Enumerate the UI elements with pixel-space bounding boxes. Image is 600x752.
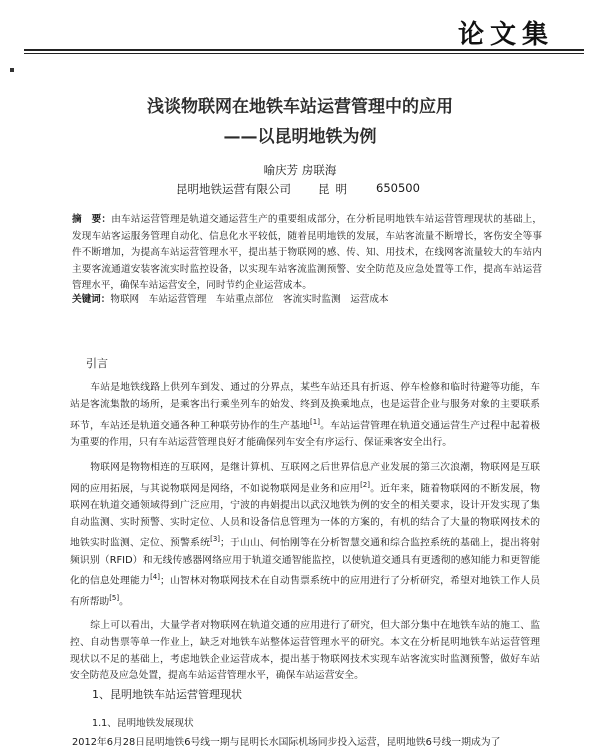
author-names: 喻庆芳 房联海 xyxy=(263,163,337,177)
abstract xyxy=(72,212,542,295)
margin-mark xyxy=(10,68,14,72)
p1-text: 车站是地铁线路上供列车到发、通过的分界点，某些车站还具有折返、停车检修和临时待避等功能，车站是客流集散的场所，是乘客出行乘坐列车的始发、终到及换乘地点，也是运营企业与服务对象的主要联系环节，车站还是轨道交通各种工种联劳协作的生产基地 xyxy=(70,382,540,431)
p2-text-mid: 。近年来，随着物联网的不断发展，物联网在轨道交通领域得到广泛应用，宁波的冉娟提出以武汉地铁为例的安全的相关要求，设计开发实现了集自动监测、实时预警、实时定位、人员和设备信息管理为一体的方案的，有机的结合了大量的物联网技术的地铁实时监测、定位、预警系统 xyxy=(70,483,541,549)
header-rule-thick xyxy=(24,49,584,51)
citation-5: [5] xyxy=(109,594,120,603)
paper-subtitle: ——以昆明地铁为例 xyxy=(223,127,377,147)
city: 昆明 xyxy=(318,182,353,196)
journal-tag: 论文集 xyxy=(457,20,554,50)
intro-paragraph-1 xyxy=(70,380,540,451)
abstract-label: 摘 要： xyxy=(72,214,112,225)
section-1-first-line: 2012年6月28日昆明地铁6号线一期与昆明长水国际机场同步投入运营，昆明地铁6号线一期成为了 xyxy=(72,737,501,748)
p1-text-end: 。车站运营管理在轨道交通运营生产过程中起着极为重要的作用，只有车站运营管理良好才能确保列车安全有序运行、保证乘客安全出行。 xyxy=(70,419,541,448)
section-1-heading: 1、昆明地铁车站运营管理现状 xyxy=(92,688,242,701)
citation-2: [2] xyxy=(360,480,370,489)
p2-text: 物联网是物物相连的互联网，是继计算机、互联网之后世界信息产业发展的第三次浪潮，物联网是互联网的应用拓展，与其说物联网是网络，不如说物联网是业务和应用 xyxy=(70,462,540,495)
keywords xyxy=(72,292,542,309)
keywords-text: 物联网 车站运营管理 车站重点部位 客流实时监测 运营成本 xyxy=(110,294,389,305)
header-rule-thin xyxy=(24,53,584,54)
keywords-label: 关键词： xyxy=(72,294,111,305)
p2-text-end: 。 xyxy=(119,596,129,608)
citation-4: [4] xyxy=(150,573,160,582)
subsection-1-1-heading: 1.1、昆明地铁发展现状 xyxy=(92,718,194,729)
paper-title: 浅谈物联网在地铁车站运营管理中的应用 xyxy=(147,97,453,117)
abstract-text: 由车站运营管理是轨道交通运营生产的重要组成部分，在分析昆明地铁车站运营管理现状的基础上，发现车站客运服务管理自动化、信息化水平较低，随着昆明地铁的发展，车站客流量不断增长，客伤安全等事件不断增加，为提高车站运营管理水平，提出基于物联网的感、传、知、用技术，在线网客流量较大的车站内主要客流通道安装客流实时监控设备，以实现车站客流监测预警、安全防范及应急处置等工作，提高车站运营管理水平，确保车站运营安全，同时节约企业运营成本。 xyxy=(72,214,543,291)
citation-1: [1] xyxy=(310,417,320,426)
intro-paragraph-3 xyxy=(70,618,540,685)
citation-3: [3] xyxy=(210,535,221,544)
postcode: 650500 xyxy=(376,181,420,195)
p2-text-mid2: ；于山山、何怡刚等在分析智慧交通和综合监控系统的基础上，提出将射频识别（RFID）和无线传感器网络应用于轨道交通智能监控，以使轨道交通具有更透彻的感知能力和更智能化的信息处理能力 xyxy=(70,537,541,587)
intro-heading: 引言 xyxy=(86,357,108,370)
p2-text-mid3: ；山智林对物联网技术在自动售票系统中的应用进行了分析研究，希望对地铁工作人员有所帮助 xyxy=(70,575,541,608)
intro-paragraph-2 xyxy=(70,460,540,611)
p3-text: 综上可以看出，大量学者对物联网在轨道交通的应用进行了研究，但大部分集中在地铁车站的施工、监控、自动售票等单一作业上，缺乏对地铁车站整体运营管理水平的研究。本文在分析昆明地铁车站运营管理现状以不足的基础上，考虑地铁企业运营成本，提出基于物联网技术实现车站客流实时监测预警，做好车站安全防范及应急处置，提高车站运营管理水平，确保车站运营安全。 xyxy=(70,620,540,682)
affiliation: 昆明地铁运营有限公司 xyxy=(176,182,291,196)
